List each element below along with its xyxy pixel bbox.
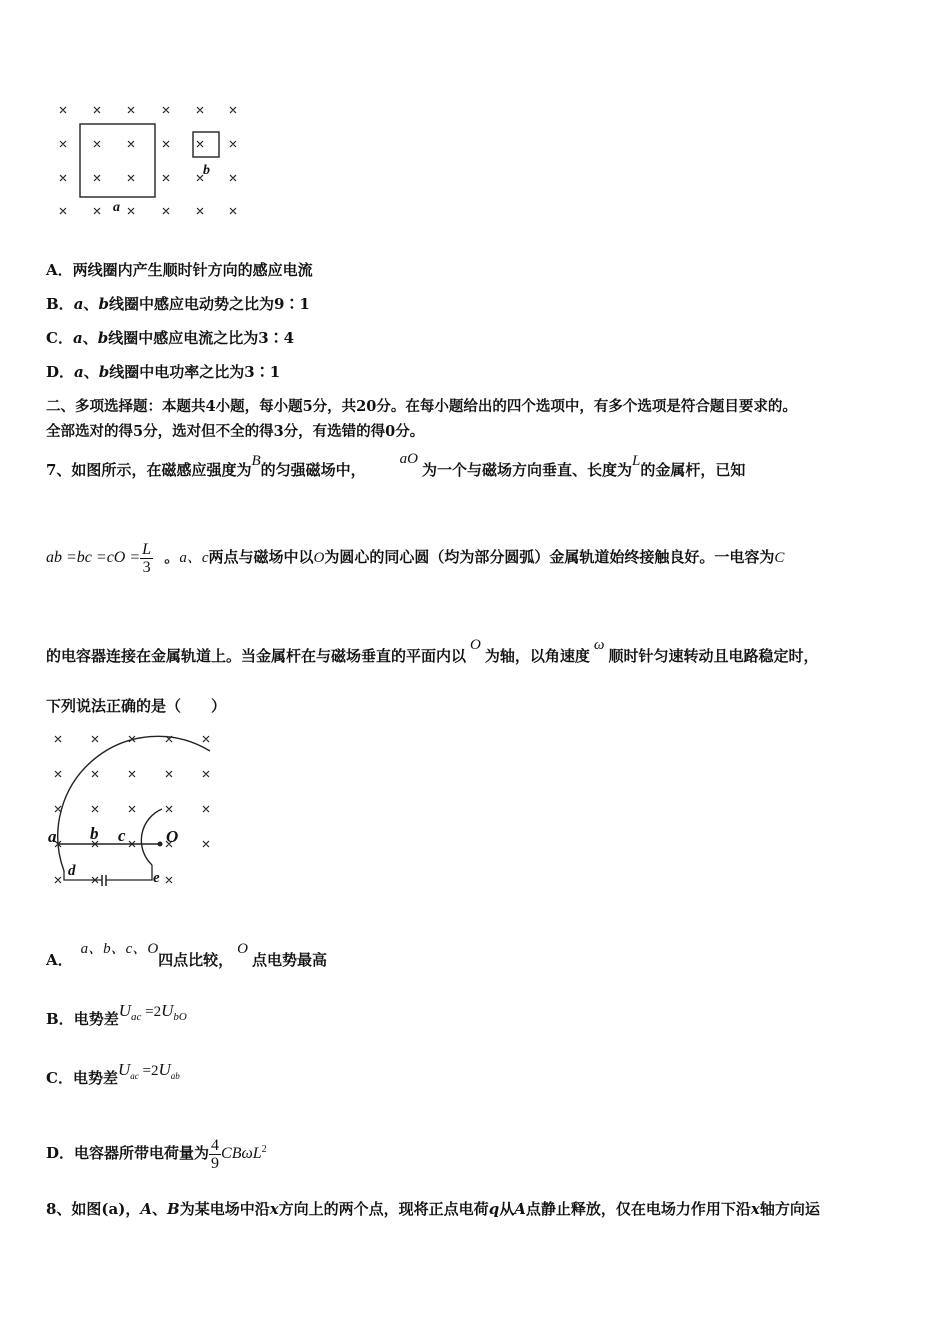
coil-b	[193, 132, 219, 157]
q6-option-b: B．a、b线圈中感应电动势之比为9∶1	[46, 295, 310, 313]
pivot-o	[158, 842, 163, 847]
figure-coils	[40, 95, 260, 230]
label-c: c	[118, 826, 126, 845]
label-b: b	[90, 824, 99, 843]
q7-stem-line4: 下列说法正确的是（ ）	[46, 697, 227, 715]
q7-stem-line1: 7、如图所示，在磁感应强度为B的匀强磁场中，aO为一个与磁场方向垂直、长度为L的金属杆，已知	[46, 451, 746, 479]
fraction-l-over-3: $\frac{L}{3}$	[142, 540, 152, 576]
label-a: a	[48, 827, 57, 846]
wire-e	[106, 865, 152, 880]
coil-b-label: b	[203, 163, 210, 178]
fraction-4-over-9: $\frac{4}{9}$	[211, 1136, 220, 1172]
field-crosses	[60, 107, 236, 214]
label-d: d	[68, 863, 76, 879]
q7-option-a: A．a、b、c、O四点比较，O点电势最高	[46, 941, 328, 969]
q6-option-a: A．两线圈内产生顺时针方向的感应电流	[46, 261, 313, 279]
outer-rail	[58, 736, 210, 871]
q8-stem: 8、如图(a)，A、B为某电场中沿x方向上的两个点，现将正点电荷q从A点静止释放，仅在电场力作用下沿x轴方向运	[46, 1200, 820, 1218]
q7-option-d: D．电容器所带电荷量为 $\frac{4}{9}$ CBωL$^2$	[46, 1136, 267, 1172]
q7-option-b: B．电势差$U_{ac} =2U_{bO}$	[46, 1001, 187, 1028]
q6-option-d: D．a、b线圈中电功率之比为3∶1	[46, 363, 281, 381]
section-heading: 二、多项选择题：本题共4小题，每小题5分，共20分。在每小题给出的四个选项中，有多个选项是符合题目要求的。	[46, 398, 797, 415]
q6-option-c: C．a、b线圈中感应电流之比为3∶4	[46, 329, 295, 347]
label-o: O	[166, 827, 179, 846]
figure-rotating-rod	[40, 725, 225, 895]
q7-stem-line3: 的电容器连接在金属轨道上。当金属杆在与磁场垂直的平面内以O为轴，以角速度ω顺时针匀速转动且电路稳定时，	[46, 637, 819, 665]
section-heading-2: 全部选对的得5分，选对但不全的得3分，有选错的得0分。	[46, 423, 425, 440]
coil-a	[80, 124, 155, 197]
field-crosses-2	[55, 736, 209, 883]
label-e: e	[153, 870, 160, 886]
inner-rail	[141, 809, 162, 865]
q7-stem-line2: ab =bc =cO = $\frac{L}{3}$ 。a、c两点与磁场中以O为圆心的同心圆（均为部分圆弧）金属轨道始终接触良好。一电容为C	[46, 540, 785, 576]
capacitor	[102, 875, 106, 886]
q7-option-c: C．电势差$U_{ac} =2U_{ab}$	[46, 1060, 180, 1087]
coil-a-label: a	[113, 200, 120, 215]
